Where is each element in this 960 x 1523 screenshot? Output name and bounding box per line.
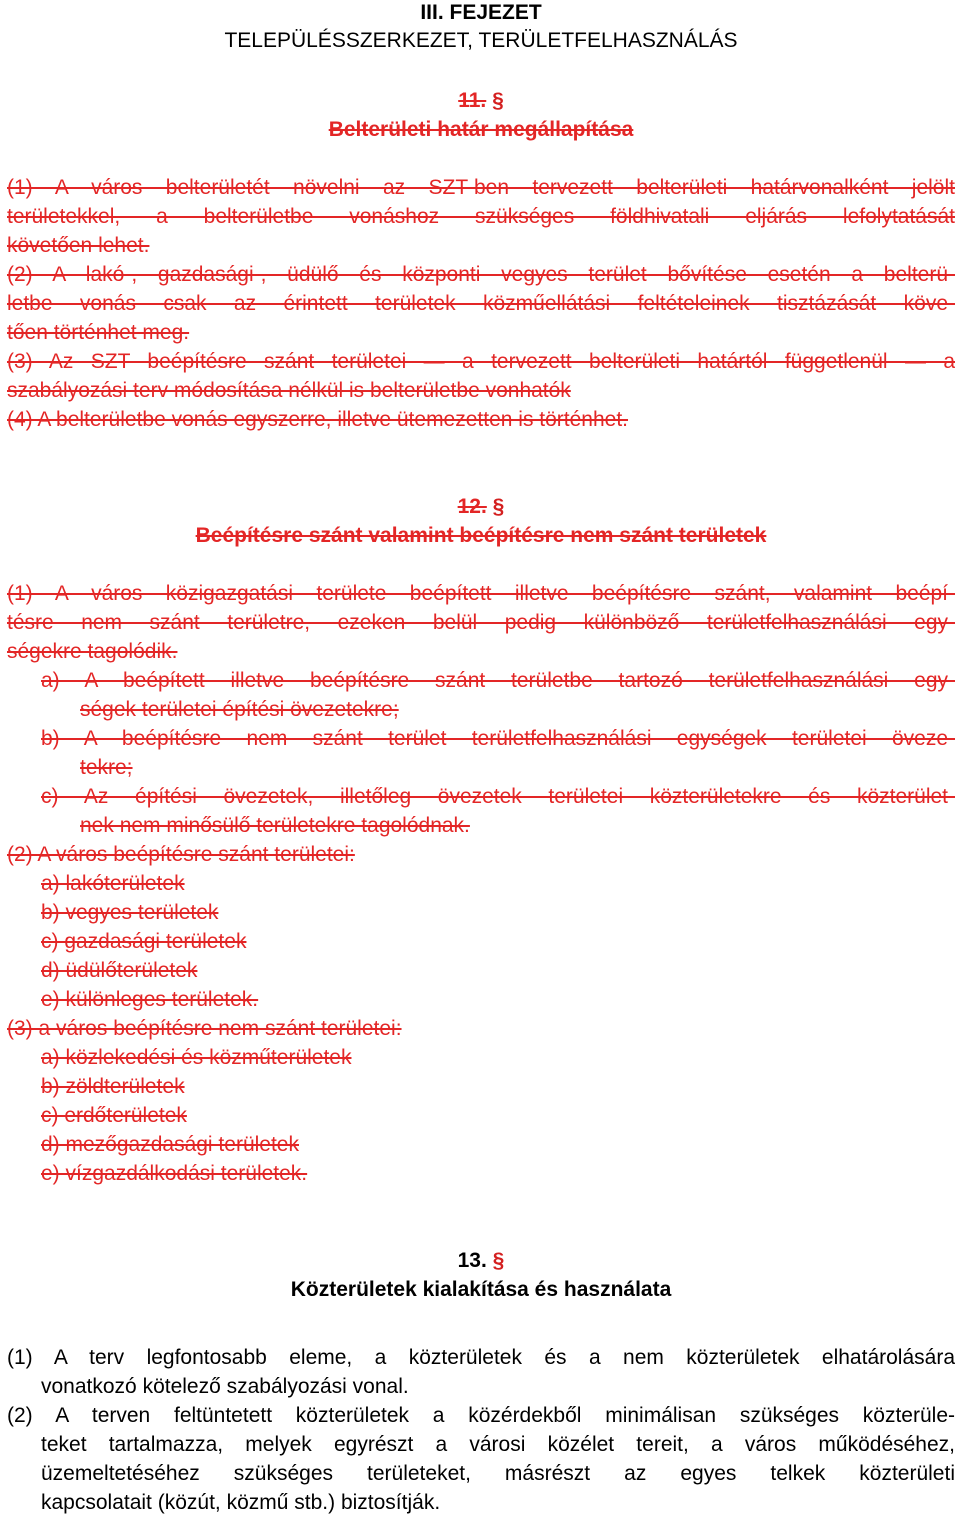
s11-p1-line-3: követően lehet. — [7, 234, 150, 257]
s11-p3-line-1: (3) Az SZT beépítésre szánt területei — a tervezett belterületi határtól függetlenül — a — [7, 350, 955, 373]
s12-p1-item-c-line-1: c) Az építési övezetek, illetőleg övezetek területei közterületekre és közterület- — [41, 785, 955, 808]
s13-p1-line-2: vonatkozó kötelező szabályozási vonal. — [41, 1375, 409, 1398]
s12-p1-line-3: ségekre tagolódik. — [7, 640, 178, 663]
s12-p3: (3) a város beépítésre nem szánt területei: — [7, 1017, 402, 1040]
spacer — [7, 1304, 955, 1343]
section-12-title: Beépítésre szánt valamint beépítésre nem szánt területek — [195, 524, 767, 547]
s11-p2-line-2: letbe vonás csak az érintett területek közműellátási feltételeinek tisztázását köve- — [7, 292, 955, 315]
s12-p1-item-b-line-2: tekre; — [80, 756, 133, 779]
spacer — [7, 1188, 955, 1246]
s13-p2-line-1: (2) A terven feltüntetett közterületek a közérdekből minimálisan szükséges közterüle- — [7, 1404, 955, 1427]
section-11-symbol: § — [492, 89, 504, 112]
s11-p2-line-3: tően történhet meg. — [7, 321, 190, 344]
section-13-heading — [7, 1246, 955, 1275]
s13-p2-line-3: üzemeltetéséhez szükséges területeket, másrészt az egyes telkek közterületi — [41, 1462, 955, 1485]
section-12-heading — [7, 492, 955, 521]
s12-p1-line-1: (1) A város közigazgatási területe beépített illetve beépítésre szánt, valamint beépí- — [7, 582, 955, 605]
s13-p2-line-4: kapcsolatait (közút, közmű stb.) biztosítják. — [41, 1491, 441, 1514]
section-13-title: Közterületek kialakítása és használata — [290, 1278, 672, 1301]
section-13-number: 13. — [457, 1249, 487, 1272]
s12-p2-item-a: a) lakóterületek — [41, 872, 185, 895]
s12-p2: (2) A város beépítésre szánt területei: — [7, 843, 355, 866]
s12-p3-item-a: a) közlekedési és közműterületek — [41, 1046, 352, 1069]
s12-p2-item-d: d) üdülőterületek — [41, 959, 198, 982]
spacer — [7, 550, 955, 579]
document-page — [7, 0, 955, 1517]
section-11-heading — [7, 86, 955, 115]
s11-p1-line-2: területekkel, a belterületbe vonáshoz szükséges földhivatali eljárás lefolytatását — [7, 205, 955, 228]
s12-p1-line-2: tésre nem szánt területre, ezeken belül pedig különböző területfelhasználási egy- — [7, 611, 955, 634]
section-12-number: 12. — [457, 495, 487, 518]
s13-p1-line-1: (1) A terv legfontosabb eleme, a közterületek és a nem közterületek elhatárolására — [7, 1346, 955, 1369]
spacer — [7, 55, 955, 86]
chapter-title: TELEPÜLÉSSZERKEZET, TERÜLETFELHASZNÁLÁS — [224, 29, 738, 52]
s12-p1-item-b-line-1: b) A beépítésre nem szánt terület területfelhasználási egységek területei öveze- — [41, 727, 955, 750]
s12-p1-item-a-line-2: ségek területei építési övezetekre; — [80, 698, 399, 721]
s12-p2-item-b: b) vegyes területek — [41, 901, 219, 924]
s12-p3-item-e: e) vízgazdálkodási területek. — [41, 1162, 308, 1185]
s12-p3-item-b: b) zöldterületek — [41, 1075, 185, 1098]
s12-p1-item-c-line-2: nek nem minősülő területekre tagolódnak. — [80, 814, 470, 837]
s11-p3-line-2: szabályozási terv módosítása nélkül is belterületbe vonhatók — [7, 379, 571, 402]
s12-p2-item-e: e) különleges területek. — [41, 988, 259, 1011]
s12-p2-item-c: c) gazdasági területek — [41, 930, 247, 953]
s11-p2-line-1: (2) A lakó-, gazdasági-, üdülő és központi vegyes terület bővítése esetén a belterü- — [7, 263, 955, 286]
section-13-symbol: § — [492, 1249, 505, 1272]
spacer — [7, 144, 955, 173]
section-11-number: 11. — [458, 89, 487, 112]
spacer — [7, 434, 955, 492]
section-12-symbol: § — [492, 495, 505, 518]
section-11-title: Belterületi határ megállapítása — [328, 118, 634, 141]
s12-p3-item-d: d) mezőgazdasági területek — [41, 1133, 299, 1156]
chapter-number: III. FEJEZET — [420, 1, 542, 24]
s12-p3-item-c: c) erdőterületek — [41, 1104, 187, 1127]
s11-p4: (4) A belterületbe vonás egyszerre, illetve ütemezetten is történhet. — [7, 408, 629, 431]
s13-p2-line-2: teket tartalmazza, melyek egyrészt a városi közélet tereit, a város működéséhez, — [41, 1433, 955, 1456]
s12-p1-item-a-line-1: a) A beépített illetve beépítésre szánt területbe tartozó területfelhasználási egy- — [41, 669, 955, 692]
s11-p1-line-1: (1) A város belterületét növelni az SZT-ben tervezett belterületi határvonalként jelölt — [7, 176, 955, 199]
